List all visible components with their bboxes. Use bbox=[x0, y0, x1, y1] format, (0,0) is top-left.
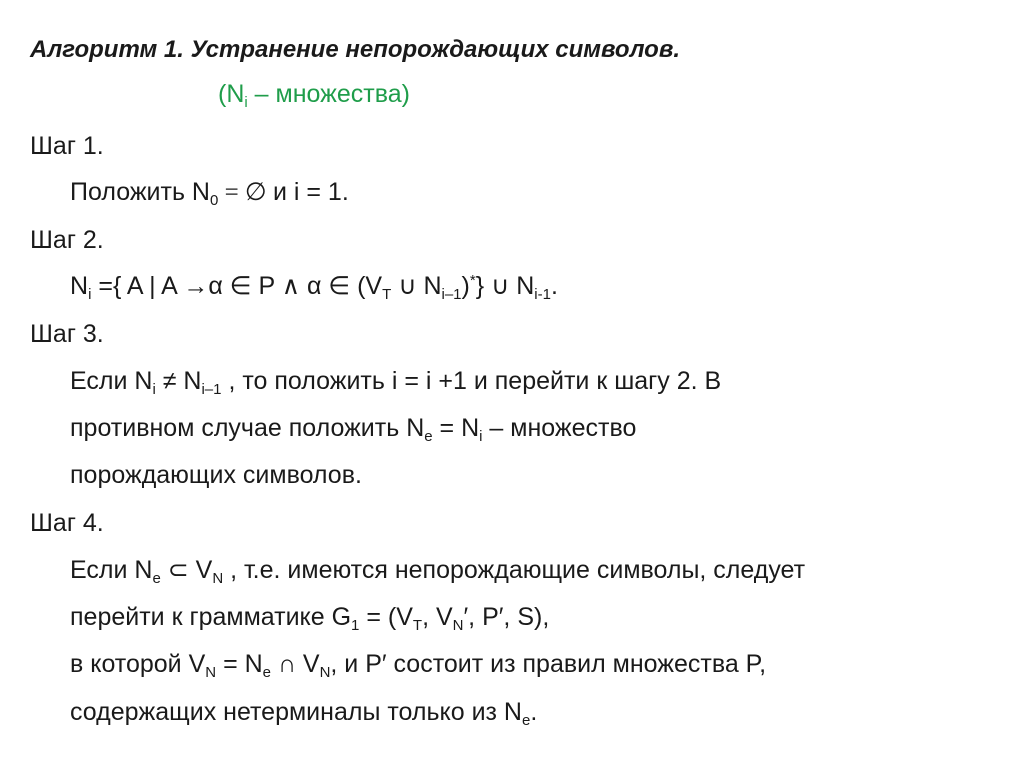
step4-l1-sub1: e bbox=[152, 570, 161, 587]
step4-line1 bbox=[70, 556, 806, 587]
step3-line1 bbox=[70, 367, 722, 398]
step4-l1-b: ⊂ V bbox=[160, 556, 213, 584]
step4-line2 bbox=[70, 603, 550, 634]
step2-p4: } ∪ N bbox=[475, 272, 535, 300]
step2-p1: ={ A | A →α ∈ P ∧ α ∈ (V bbox=[91, 272, 383, 300]
step4-l2-sub1: 1 bbox=[351, 617, 360, 634]
step3-line3: порождающих символов. bbox=[70, 461, 362, 489]
algorithm-subtitle bbox=[218, 80, 410, 111]
step4-line4 bbox=[70, 698, 538, 729]
step2-n: N bbox=[70, 272, 89, 300]
step3-l1-a: Если N bbox=[70, 367, 153, 395]
subtitle-rest: – множества) bbox=[247, 80, 410, 108]
step3-l2-sub1: e bbox=[424, 428, 433, 445]
step3-l1-sub1: i bbox=[152, 381, 156, 398]
step4-l3-b: = N bbox=[216, 650, 263, 678]
step1-sub-a: 0 bbox=[209, 192, 219, 209]
step3-l2-b: = N bbox=[432, 414, 480, 442]
step2-ni1-sub: i–1 bbox=[441, 286, 462, 303]
step4-l4-a: содержащих нетерминалы только из N bbox=[70, 698, 522, 726]
step2-p5: . bbox=[550, 272, 558, 300]
step2-vt-sub: T bbox=[382, 286, 392, 303]
step4-l3-d: , и P′ состоит из правил множества P, bbox=[330, 650, 767, 678]
algorithm-title: Алгоритм 1. Устранение непорождающих символов. bbox=[30, 36, 681, 63]
step3-l2-sub2: i bbox=[479, 428, 483, 445]
step1-text bbox=[70, 178, 349, 209]
step2-p3: ) bbox=[461, 272, 470, 300]
step4-l1-a: Если N bbox=[70, 556, 153, 584]
step4-l1-c: , т.е. имеются непорождающие символы, следует bbox=[223, 556, 806, 584]
step2-star: * bbox=[469, 272, 476, 289]
step1-eq-empty: = ∅ bbox=[218, 179, 273, 206]
step4-line3 bbox=[70, 650, 767, 681]
step2-label: Шаг 2. bbox=[30, 226, 104, 254]
step1-text-a: Положить N bbox=[70, 178, 210, 206]
step2-p2: ∪ N bbox=[391, 272, 442, 300]
step1-label: Шаг 1. bbox=[30, 132, 104, 160]
step4-l2-d: ′, P′, S), bbox=[463, 603, 550, 631]
step4-l1-sub2: N bbox=[212, 570, 224, 587]
step4-l2-a: перейти к грамматике G bbox=[70, 603, 352, 631]
step4-l4-sub: e bbox=[522, 712, 531, 729]
step4-l2-b: = (V bbox=[359, 603, 413, 631]
step4-l2-sub2: T bbox=[412, 617, 423, 634]
step1-text-b: и i = 1. bbox=[272, 178, 349, 206]
step4-l3-a: в которой V bbox=[70, 650, 206, 678]
step4-l2-c: , V bbox=[422, 603, 453, 631]
step4-l4-b: . bbox=[530, 698, 538, 726]
step2-n-sub: i bbox=[88, 286, 92, 303]
step3-line2 bbox=[70, 414, 637, 445]
step4-l3-sub2: e bbox=[262, 664, 272, 681]
step4-l3-sub3: N bbox=[319, 664, 331, 681]
step4-label: Шаг 4. bbox=[30, 509, 104, 537]
step3-l1-sub2: i–1 bbox=[201, 381, 222, 398]
step4-l2-sub3: N bbox=[452, 617, 464, 634]
step3-l1-b: ≠ N bbox=[155, 367, 202, 395]
subtitle-sub: i bbox=[244, 94, 248, 111]
step3-label: Шаг 3. bbox=[30, 320, 104, 348]
step2-last-sub: i-1 bbox=[534, 286, 551, 303]
subtitle-open: (N bbox=[218, 80, 245, 108]
step3-l2-c: – множество bbox=[482, 414, 637, 442]
step3-l1-c: , то положить i = i +1 и перейти к шагу 2. В bbox=[221, 367, 722, 395]
step4-l3-sub1: N bbox=[205, 664, 217, 681]
step3-l2-a: противном случае положить N bbox=[70, 414, 425, 442]
step2-formula bbox=[70, 272, 558, 303]
step4-l3-c: ∩ V bbox=[271, 650, 320, 678]
